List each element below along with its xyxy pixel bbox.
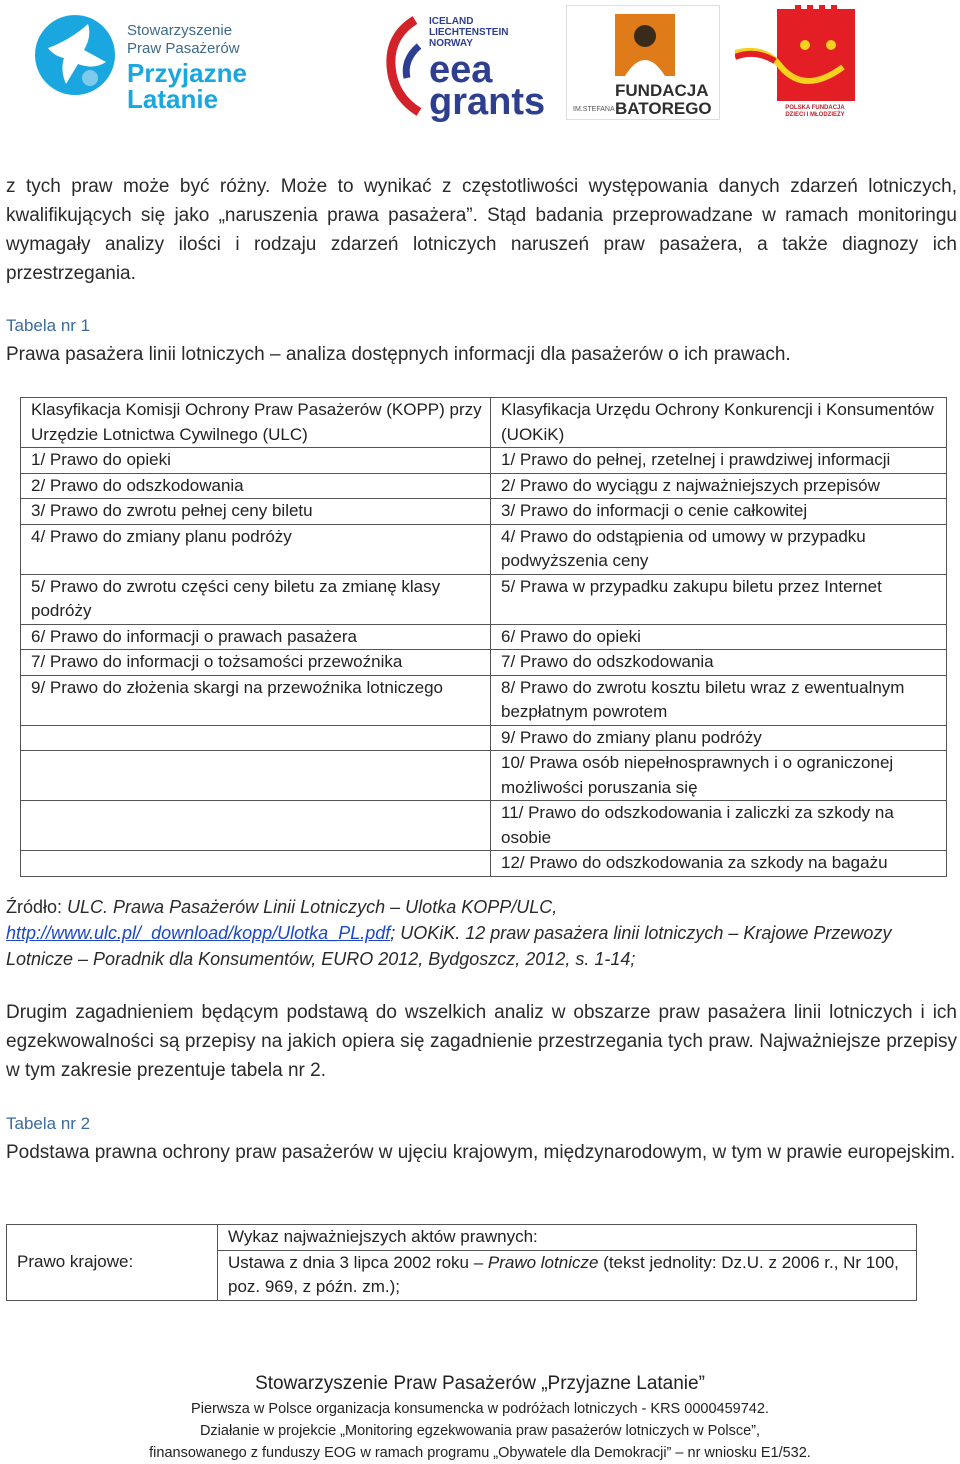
kopp-cell: 1/ Prawo do opieki [21,448,491,474]
row-key-cell [7,1225,218,1301]
footer-line1: Pierwsza w Polsce organizacja konsumencka w podróżach lotniczych - KRS 0000459742. [191,1401,769,1417]
table-row [21,448,947,474]
act-title: Prawo lotnicze [487,1252,599,1272]
kopp-cell: 5/ Prawo do zwrotu części ceny biletu za zmianę klasy podróży [21,574,491,624]
table1-label: Tabela nr 1 [6,316,91,335]
table-row [21,801,947,851]
act-post: (tekst jednolity: Dz.U. z 2006 r., Nr 100, poz. 969, z późn. zm.); [228,1252,899,1296]
table-row [21,851,947,877]
uokik-cell: 2/ Prawo do wyciągu z najważniejszych przepisów [491,473,947,499]
table-row [21,751,947,801]
uokik-cell: 4/ Prawo do odstąpienia od umowy w przypadku podwyższenia ceny [491,524,947,574]
kopp-cell: 9/ Prawo do złożenia skargi na przewoźnika lotniczego [21,675,491,725]
batory-figure-icon [615,14,675,76]
source-link[interactable]: http://www.ulc.pl/_download/kopp/Ulotka_PL.pdf [6,923,391,943]
kopp-cell: 3/ Prawo do zwrotu pełnej ceny biletu [21,499,491,525]
kopp-cell [21,801,491,851]
table2-header: Wykaz najważniejszych aktów prawnych: [228,1227,538,1246]
uokik-cell: 10/ Prawa osób niepełnosprawnych i o ograniczonej możliwości poruszania się [491,751,947,801]
spp-logo-line1: Stowarzyszenie [127,22,233,39]
batory-prefix: IM.STEFANA [573,106,615,113]
smile-face-icon [735,5,857,105]
passenger-rights-table [20,397,947,877]
kopp-cell: 7/ Prawo do informacji o tożsamości przewoźnika [21,650,491,676]
table-row [21,624,947,650]
uokik-cell: 8/ Prawo do zwrotu kosztu biletu wraz z ewentualnym bezpłatnym powrotem [491,675,947,725]
pfdim-logo [735,5,857,123]
table-header-row [21,398,947,448]
footer-org: Stowarzyszenie Praw Pasażerów „Przyjazne Latanie” [255,1373,705,1394]
legal-basis-table [6,1224,917,1301]
source-note [6,894,957,972]
kopp-cell [21,851,491,877]
source-part1: ULC. Prawa Pasażerów Linii Lotniczych – Ulotka KOPP/ULC, [62,897,558,917]
table-row [21,675,947,725]
row-key: Prawo krajowe: [17,1252,134,1271]
source-lead: Źródło: [6,897,63,917]
table2-label: Tabela nr 2 [6,1114,91,1133]
second-paragraph: Drugim zagadnieniem będącym podstawą do wszelkich analiz w obszarze praw pasażera linii lotniczych i ich egzekwowalności są przepisy na jakich opiera się zagadnienie przestrzegania tych praw. Najważniejsze przepisy w tym zakresie prezentuje tabela nr 2. [6,1002,957,1081]
kopp-cell: 6/ Prawo do informacji o prawach pasażera [21,624,491,650]
table-row [7,1225,917,1251]
uokik-cell: 6/ Prawo do opieki [491,624,947,650]
batory-line2: BATOREGO [615,99,712,118]
spp-logo-line2: Praw Pasażerów [127,40,240,57]
pfdim-line2: DZIECI I MŁODZIEŻY [785,112,845,118]
footer-line2: Działanie w projekcie „Monitoring egzekwowania praw pasażerów lotniczych w Polsce”, [199,1423,761,1439]
spp-logo-line4: Latanie [127,84,219,114]
kopp-cell [21,751,491,801]
table-row [21,473,947,499]
page-footer [0,1370,960,1464]
eea-flag-iceland: ICELAND [429,16,474,27]
eea-flag-norway: NORWAY [429,38,473,49]
uokik-cell: 3/ Prawo do informacji o cenie całkowitej [491,499,947,525]
uokik-cell: 7/ Prawo do odszkodowania [491,650,947,676]
batory-line1: FUNDACJA [615,81,709,100]
intro-paragraph: z tych praw może być różny. Może to wynikać z częstotliwości występowania danych zdarzeń lotniczych, kwalifikujących się jako „naruszenia prawa pasażera”. Stąd badania przeprowadzane w ramach monitoringu wymagały analizy ilości i rodzaju zdarzeń lotniczych naruszeń praw pasażera, a także diagnozy ich przestrzegania. [6,176,957,284]
kopp-cell: 4/ Prawo do zmiany planu podróży [21,524,491,574]
grants-word: grants [429,81,546,123]
plane-bird-icon [30,10,120,100]
eea-flag-liechtenstein: LIECHTENSTEIN [429,27,509,38]
header-cell [218,1225,917,1251]
spp-logo-line3: Przyjazne [127,58,247,88]
table-row [21,499,947,525]
batory-logo [566,5,720,120]
uokik-cell: 5/ Prawa w przypadku zakupu biletu przez Internet [491,574,947,624]
table2-caption: Podstawa prawna ochrony praw pasażerów w ujęciu krajowym, międzynarodowym, w tym w prawie europejskim. [6,1142,956,1163]
uokik-cell: 11/ Prawo do odszkodowania i zaliczki za szkody na osobie [491,801,947,851]
uokik-cell: Klasyfikacja Urzędu Ochrony Konkurencji i Konsumentów (UOKiK) [491,398,947,448]
table1-caption: Prawa pasażera linii lotniczych – analiza dostępnych informacji dla pasażerów o ich prawach. [6,344,791,365]
table-row [21,574,947,624]
eea-swirl-icon [385,16,429,116]
table-row [21,725,947,751]
footer-line3: finansowanego z funduszy EOG w ramach programu „Obywatele dla Demokracji” – nr wniosku E1/532. [149,1445,811,1461]
kopp-cell [21,725,491,751]
act-cell [218,1250,917,1300]
uokik-cell: 12/ Prawo do odszkodowania za szkody na bagażu [491,851,947,877]
uokik-cell: 9/ Prawo do zmiany planu podróży [491,725,947,751]
kopp-cell: Klasyfikacja Komisji Ochrony Praw Pasażerów (KOPP) przy Urzędzie Lotnictwa Cywilnego (ULC) [21,398,491,448]
spp-logo [30,8,270,120]
kopp-cell: 2/ Prawo do odszkodowania [21,473,491,499]
eea-grants-logo [385,10,555,122]
eea-word: eea [429,49,493,91]
source-part2: ; UOKiK. 12 praw pasażera linii lotniczych – Krajowe Przewozy Lotnicze – Poradnik dla Konsumentów, EURO 2012, Bydgoszcz, 2012, s. 1-14; [6,923,892,969]
uokik-cell: 1/ Prawo do pełnej, rzetelnej i prawdziwej informacji [491,448,947,474]
act-pre: Ustawa z dnia 3 lipca 2002 roku – [228,1252,488,1272]
table-row [21,650,947,676]
table-row [21,524,947,574]
pfdim-line1: POLSKA FUNDACJA [785,105,845,111]
